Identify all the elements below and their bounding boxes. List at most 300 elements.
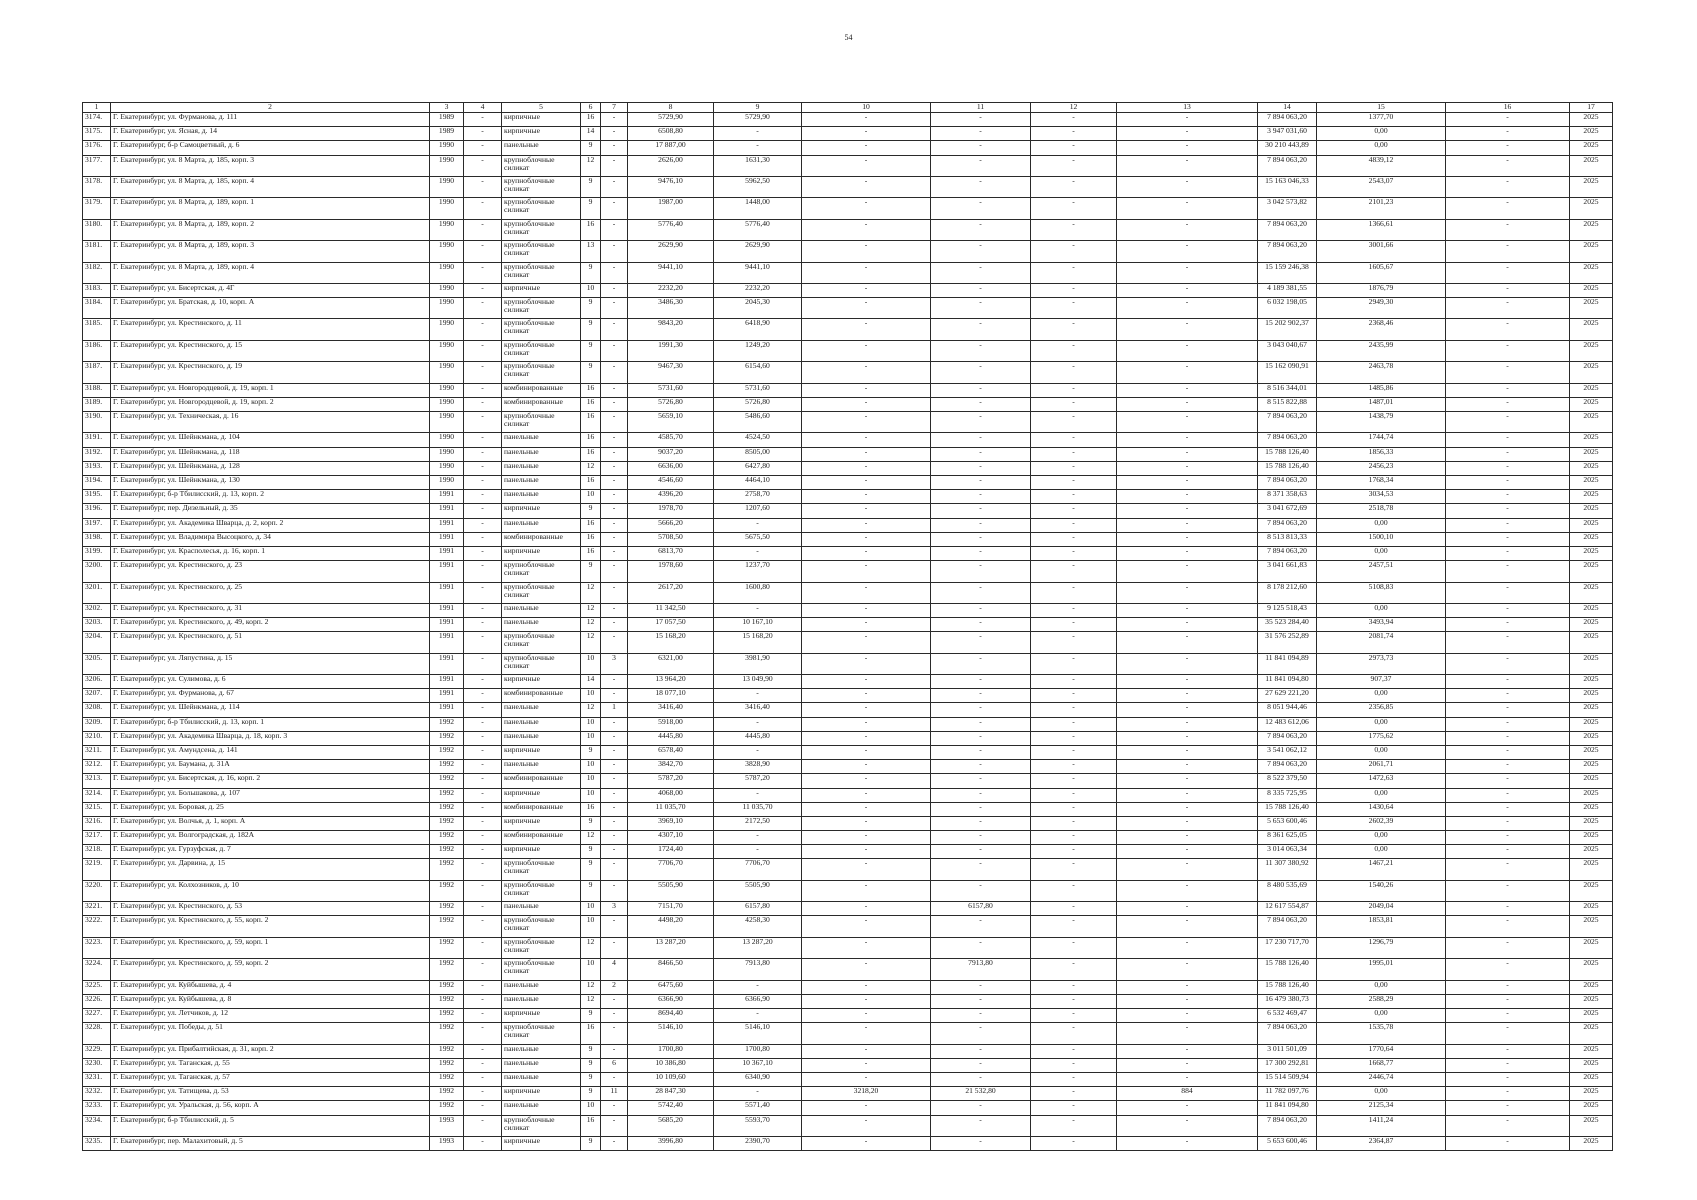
cell-col16: - [1446,994,1570,1008]
cell-area-total: 2629,90 [628,241,714,262]
cell-area-living: 8505,00 [714,447,802,461]
column-header-11: 11 [931,103,1031,113]
cell-row-number: 3223. [83,937,111,958]
cell-col4: - [464,176,502,197]
cell-col11: - [931,561,1031,582]
cell-address: Г. Екатеринбург, ул. Крестинского, д. 15 [111,340,430,361]
cell-floors: 9 [581,845,601,859]
cell-col13: - [1117,198,1258,219]
cell-col12: - [1031,1136,1117,1150]
cell-area-total: 5918,00 [628,717,714,731]
cell-col16: - [1446,1087,1570,1101]
table-row [83,262,1613,283]
cell-col12: - [1031,490,1117,504]
cell-col13: - [1117,1136,1258,1150]
cell-wall-material: кирпичные [502,1009,581,1023]
cell-year: 1989 [430,127,464,141]
cell-col13: - [1117,717,1258,731]
column-header-3: 3 [430,103,464,113]
cell-col10: - [802,461,931,475]
cell-col7: - [601,689,628,703]
cell-cost-per-unit: 1853,81 [1317,916,1446,937]
cell-address: Г. Екатеринбург, ул. Крестинского, д. 55, корп. 2 [111,916,430,937]
cell-col16: - [1446,490,1570,504]
cell-col13: - [1117,262,1258,283]
cell-area-living: - [714,745,802,759]
table-row [83,518,1613,532]
cell-row-number: 3185. [83,319,111,340]
cell-col4: - [464,717,502,731]
cell-col16: - [1446,880,1570,901]
cell-col10: - [802,1009,931,1023]
cell-wall-material: панельные [502,1101,581,1115]
cell-cost: 3 947 031,60 [1258,127,1317,141]
cell-col16: - [1446,959,1570,980]
cell-col16: - [1446,582,1570,603]
cell-year: 1990 [430,241,464,262]
cell-wall-material: кирпичные [502,1087,581,1101]
cell-year: 1990 [430,397,464,411]
cell-year: 1992 [430,1087,464,1101]
cell-plan-year: 2025 [1570,902,1613,916]
cell-address: Г. Екатеринбург, ул. Татищева, д. 53 [111,1087,430,1101]
cell-col13: - [1117,546,1258,560]
cell-col4: - [464,582,502,603]
cell-area-total: 9843,20 [628,319,714,340]
cell-col11: - [931,532,1031,546]
cell-area-living: 6157,80 [714,902,802,916]
cell-col10: - [802,760,931,774]
cell-cost: 27 629 221,20 [1258,689,1317,703]
cell-col11: - [931,632,1031,653]
cell-col7: - [601,155,628,176]
cell-col12: - [1031,731,1117,745]
cell-col12: - [1031,1087,1117,1101]
cell-row-number: 3200. [83,561,111,582]
cell-address: Г. Екатеринбург, ул. Большакова, д. 107 [111,788,430,802]
cell-col7: - [601,433,628,447]
cell-col7: - [601,845,628,859]
cell-col11: - [931,760,1031,774]
cell-area-living: - [714,980,802,994]
cell-col4: - [464,383,502,397]
cell-col13: - [1117,127,1258,141]
cell-year: 1991 [430,632,464,653]
cell-floors: 9 [581,816,601,830]
cell-row-number: 3205. [83,653,111,674]
cell-cost: 15 162 090,91 [1258,362,1317,383]
cell-area-total: 8466,50 [628,959,714,980]
cell-col11: - [931,717,1031,731]
cell-area-total: 1978,70 [628,504,714,518]
cell-col4: - [464,859,502,880]
column-header-15: 15 [1317,103,1446,113]
cell-col4: - [464,397,502,411]
cell-cost: 7 894 063,20 [1258,518,1317,532]
cell-plan-year: 2025 [1570,788,1613,802]
cell-plan-year: 2025 [1570,845,1613,859]
cell-col10: - [802,745,931,759]
cell-col12: - [1031,141,1117,155]
cell-wall-material: крупноблочные силикат [502,340,581,361]
cell-cost-per-unit: 1430,64 [1317,802,1446,816]
cell-col10: - [802,703,931,717]
cell-cost: 11 841 094,80 [1258,675,1317,689]
cell-row-number: 3197. [83,518,111,532]
cell-area-total: 1700,80 [628,1044,714,1058]
cell-wall-material: кирпичные [502,675,581,689]
cell-area-total: 5729,90 [628,113,714,127]
cell-col16: - [1446,831,1570,845]
cell-col13: - [1117,475,1258,489]
cell-floors: 16 [581,546,601,560]
cell-year: 1992 [430,788,464,802]
cell-col10: - [802,632,931,653]
cell-plan-year: 2025 [1570,675,1613,689]
cell-col7: - [601,475,628,489]
cell-col7: - [601,176,628,197]
cell-col11: - [931,653,1031,674]
cell-floors: 16 [581,1115,601,1136]
cell-wall-material: крупноблочные силикат [502,262,581,283]
cell-floors: 9 [581,319,601,340]
cell-year: 1990 [430,461,464,475]
cell-col7: - [601,113,628,127]
cell-wall-material: крупноблочные силикат [502,241,581,262]
cell-cost: 15 788 126,40 [1258,959,1317,980]
cell-col13: - [1117,1115,1258,1136]
cell-col10: - [802,689,931,703]
cell-col11: - [931,788,1031,802]
cell-col11: - [931,113,1031,127]
table-row [83,283,1613,297]
cell-floors: 16 [581,518,601,532]
cell-col13: - [1117,1044,1258,1058]
cell-year: 1991 [430,689,464,703]
table-row [83,319,1613,340]
cell-row-number: 3174. [83,113,111,127]
table-row [83,788,1613,802]
cell-address: Г. Екатеринбург, ул. Техническая, д. 16 [111,412,430,433]
cell-area-living: 3981,90 [714,653,802,674]
cell-row-number: 3218. [83,845,111,859]
cell-col10: - [802,433,931,447]
cell-col11: - [931,155,1031,176]
cell-col16: - [1446,1044,1570,1058]
cell-area-total: 10 386,80 [628,1058,714,1072]
cell-col10: - [802,397,931,411]
cell-cost: 15 514 509,94 [1258,1072,1317,1086]
cell-col4: - [464,319,502,340]
cell-cost-per-unit: 3001,66 [1317,241,1446,262]
cell-wall-material: панельные [502,717,581,731]
cell-area-total: 5731,60 [628,383,714,397]
cell-plan-year: 2025 [1570,561,1613,582]
cell-floors: 13 [581,241,601,262]
cell-wall-material: панельные [502,731,581,745]
cell-col13: - [1117,298,1258,319]
column-header-4: 4 [464,103,502,113]
cell-row-number: 3198. [83,532,111,546]
cell-floors: 12 [581,618,601,632]
cell-year: 1990 [430,262,464,283]
cell-cost: 15 788 126,40 [1258,447,1317,461]
cell-col4: - [464,113,502,127]
cell-row-number: 3232. [83,1087,111,1101]
cell-address: Г. Екатеринбург, ул. Фурманова, д. 67 [111,689,430,703]
cell-wall-material: крупноблочные силикат [502,632,581,653]
cell-col10: - [802,788,931,802]
cell-year: 1990 [430,475,464,489]
cell-address: Г. Екатеринбург, ул. Бисертская, д. 16, корп. 2 [111,774,430,788]
cell-cost-per-unit: 1668,77 [1317,1058,1446,1072]
cell-col10: - [802,582,931,603]
cell-plan-year: 2025 [1570,603,1613,617]
cell-row-number: 3179. [83,198,111,219]
cell-floors: 10 [581,731,601,745]
cell-plan-year: 2025 [1570,532,1613,546]
cell-area-living: 2758,70 [714,490,802,504]
cell-wall-material: кирпичные [502,788,581,802]
cell-area-total: 3486,30 [628,298,714,319]
cell-row-number: 3229. [83,1044,111,1058]
table-row [83,731,1613,745]
cell-col11: - [931,689,1031,703]
cell-cost-per-unit: 3493,94 [1317,618,1446,632]
cell-wall-material: панельные [502,1072,581,1086]
cell-row-number: 3189. [83,397,111,411]
cell-floors: 12 [581,831,601,845]
cell-col12: - [1031,461,1117,475]
cell-row-number: 3193. [83,461,111,475]
cell-floors: 14 [581,127,601,141]
cell-col11: 21 532,80 [931,1087,1031,1101]
cell-floors: 9 [581,141,601,155]
cell-floors: 9 [581,880,601,901]
cell-area-living: 3828,90 [714,760,802,774]
cell-area-living: 13 287,20 [714,937,802,958]
cell-cost: 3 041 672,69 [1258,504,1317,518]
cell-col13: - [1117,412,1258,433]
cell-col7: - [601,447,628,461]
cell-wall-material: комбинированные [502,397,581,411]
cell-floors: 9 [581,1009,601,1023]
cell-plan-year: 2025 [1570,774,1613,788]
cell-col4: - [464,653,502,674]
cell-col12: - [1031,980,1117,994]
cell-col4: - [464,1136,502,1150]
table-row [83,198,1613,219]
cell-col7: - [601,241,628,262]
cell-area-total: 9441,10 [628,262,714,283]
cell-col7: - [601,461,628,475]
cell-cost-per-unit: 2973,73 [1317,653,1446,674]
cell-year: 1992 [430,959,464,980]
cell-col16: - [1446,461,1570,475]
cell-col11: - [931,1136,1031,1150]
cell-address: Г. Екатеринбург, ул. Уральская, д. 56, корп. А [111,1101,430,1115]
cell-col11: - [931,546,1031,560]
cell-area-total: 5726,80 [628,397,714,411]
cell-col12: - [1031,994,1117,1008]
cell-year: 1991 [430,675,464,689]
cell-col16: - [1446,1115,1570,1136]
cell-col12: - [1031,340,1117,361]
cell-row-number: 3209. [83,717,111,731]
cell-col4: - [464,937,502,958]
cell-col7: - [601,340,628,361]
cell-cost-per-unit: 0,00 [1317,518,1446,532]
cell-area-living: 4524,50 [714,433,802,447]
cell-plan-year: 2025 [1570,802,1613,816]
cell-area-living: - [714,518,802,532]
cell-area-living: 5593,70 [714,1115,802,1136]
cell-col13: - [1117,653,1258,674]
cell-floors: 12 [581,461,601,475]
cell-col7: - [601,618,628,632]
cell-col10: - [802,880,931,901]
column-header-8: 8 [628,103,714,113]
cell-col4: - [464,618,502,632]
cell-col4: - [464,703,502,717]
cell-cost: 12 617 554,87 [1258,902,1317,916]
cell-col7: - [601,603,628,617]
cell-wall-material: панельные [502,141,581,155]
cell-floors: 12 [581,703,601,717]
cell-address: Г. Екатеринбург, ул. Академика Шварца, д. 18, корп. 3 [111,731,430,745]
cell-col7: 2 [601,980,628,994]
table-row [83,127,1613,141]
cell-row-number: 3202. [83,603,111,617]
cell-year: 1990 [430,362,464,383]
cell-col11: - [931,859,1031,880]
table-row [83,994,1613,1008]
cell-address: Г. Екатеринбург, ул. Летчиков, д. 12 [111,1009,430,1023]
cell-col11: - [931,362,1031,383]
column-header-12: 12 [1031,103,1117,113]
cell-plan-year: 2025 [1570,1058,1613,1072]
cell-area-living: 5571,40 [714,1101,802,1115]
cell-cost-per-unit: 0,00 [1317,745,1446,759]
cell-floors: 9 [581,504,601,518]
cell-col12: - [1031,155,1117,176]
cell-cost: 16 479 380,73 [1258,994,1317,1008]
cell-col13: - [1117,980,1258,994]
cell-col16: - [1446,859,1570,880]
cell-floors: 16 [581,383,601,397]
cell-col4: - [464,298,502,319]
cell-plan-year: 2025 [1570,475,1613,489]
cell-plan-year: 2025 [1570,1072,1613,1086]
cell-col13: - [1117,155,1258,176]
cell-wall-material: крупноблочные силикат [502,1023,581,1044]
cell-area-total: 1978,60 [628,561,714,582]
cell-area-living: 5731,60 [714,383,802,397]
cell-plan-year: 2025 [1570,176,1613,197]
cell-wall-material: панельные [502,475,581,489]
cell-col16: - [1446,816,1570,830]
cell-year: 1990 [430,383,464,397]
cell-col11: - [931,845,1031,859]
cell-floors: 12 [581,582,601,603]
cell-row-number: 3208. [83,703,111,717]
cell-area-total: 4068,00 [628,788,714,802]
cell-plan-year: 2025 [1570,127,1613,141]
cell-area-living: 5505,90 [714,880,802,901]
cell-col4: - [464,603,502,617]
cell-col13: - [1117,831,1258,845]
cell-col10: - [802,902,931,916]
cell-address: Г. Екатеринбург, ул. Таганская, д. 55 [111,1058,430,1072]
cell-area-living: 4258,30 [714,916,802,937]
cell-cost-per-unit: 2518,78 [1317,504,1446,518]
cell-col12: - [1031,717,1117,731]
cell-address: Г. Екатеринбург, б-р Тбилисский, д. 13, корп. 2 [111,490,430,504]
cell-year: 1992 [430,880,464,901]
cell-wall-material: кирпичные [502,546,581,560]
cell-col4: - [464,561,502,582]
cell-col7: - [601,532,628,546]
cell-col11: - [931,916,1031,937]
cell-plan-year: 2025 [1570,1136,1613,1150]
cell-col12: - [1031,959,1117,980]
cell-area-living: 13 049,90 [714,675,802,689]
cell-col12: - [1031,1115,1117,1136]
cell-year: 1990 [430,340,464,361]
cell-cost: 7 894 063,20 [1258,1115,1317,1136]
cell-row-number: 3211. [83,745,111,759]
cell-col10: - [802,1058,931,1072]
cell-col16: - [1446,802,1570,816]
cell-col13: - [1117,582,1258,603]
cell-col12: - [1031,362,1117,383]
cell-area-living: 15 168,20 [714,632,802,653]
cell-floors: 9 [581,1136,601,1150]
cell-col10: - [802,802,931,816]
cell-col13: - [1117,618,1258,632]
cell-col11: - [931,141,1031,155]
cell-cost-per-unit: 3034,53 [1317,490,1446,504]
cell-col7: - [601,745,628,759]
table-row [83,859,1613,880]
cell-col7: - [601,504,628,518]
cell-col11: - [931,241,1031,262]
cell-col12: - [1031,760,1117,774]
cell-row-number: 3177. [83,155,111,176]
cell-wall-material: крупноблочные силикат [502,219,581,240]
cell-row-number: 3234. [83,1115,111,1136]
cell-area-living: - [714,546,802,560]
cell-cost-per-unit: 2101,23 [1317,198,1446,219]
cell-col13: - [1117,362,1258,383]
cell-col7: - [601,582,628,603]
cell-wall-material: комбинированные [502,831,581,845]
cell-col11: - [931,1023,1031,1044]
cell-plan-year: 2025 [1570,433,1613,447]
cell-col16: - [1446,113,1570,127]
cell-cost-per-unit: 0,00 [1317,689,1446,703]
cell-col10: - [802,155,931,176]
cell-floors: 16 [581,802,601,816]
table-row [83,1058,1613,1072]
cell-col10: - [802,959,931,980]
cell-area-living: 1237,70 [714,561,802,582]
cell-year: 1990 [430,319,464,340]
cell-area-total: 3969,10 [628,816,714,830]
cell-plan-year: 2025 [1570,831,1613,845]
cell-col16: - [1446,902,1570,916]
cell-row-number: 3235. [83,1136,111,1150]
